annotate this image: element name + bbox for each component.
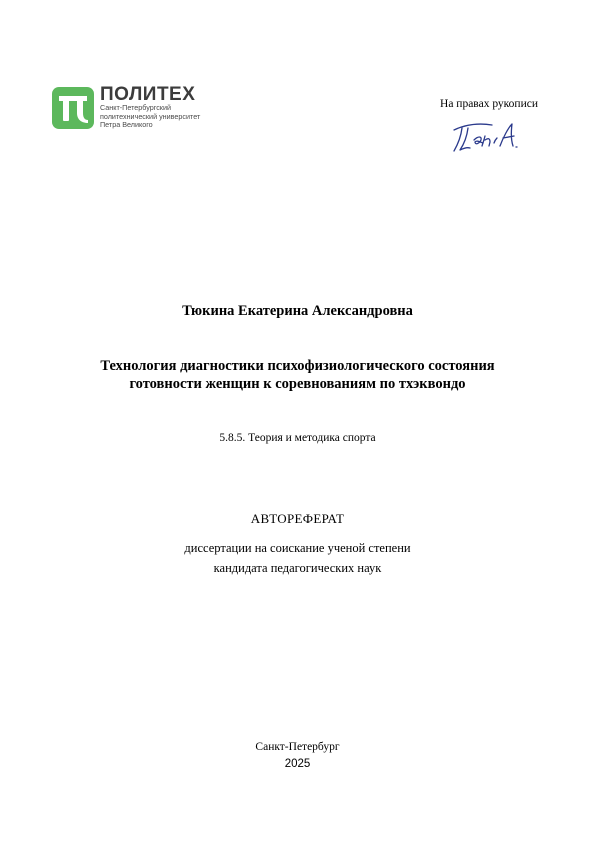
signature-icon — [448, 118, 528, 156]
logo-subtitle-line: политехнический университет — [100, 111, 201, 121]
rights-note: На правах рукописи — [440, 98, 538, 110]
author-name: Тюкина Екатерина Александровна — [182, 303, 413, 319]
logo-subtitle — [100, 104, 200, 130]
logo-subtitle-line: Петра Великого — [100, 120, 153, 130]
document-type: АВТОРЕФЕРАТ — [250, 511, 345, 526]
pi-logo-icon — [52, 87, 94, 129]
university-logo — [52, 85, 222, 131]
city: Санкт-Петербург — [255, 741, 340, 753]
specialty-code: 5.8.5. Теория и методика спорта — [219, 432, 376, 444]
title-line: Технология диагностики психофизиологического состояния — [100, 358, 495, 374]
document-description — [0, 538, 595, 578]
title-line: готовности женщин к соревнованиям по тхэквондо — [129, 376, 466, 392]
year: 2025 — [284, 758, 311, 770]
description-line: диссертации на соискание ученой степени — [184, 541, 411, 555]
logo-name: ПОЛИТЕХ — [100, 84, 196, 105]
logo-subtitle-line: Санкт-Петербургский — [100, 103, 171, 112]
dissertation-title — [40, 357, 555, 393]
description-line: кандидата педагогических наук — [213, 561, 382, 575]
